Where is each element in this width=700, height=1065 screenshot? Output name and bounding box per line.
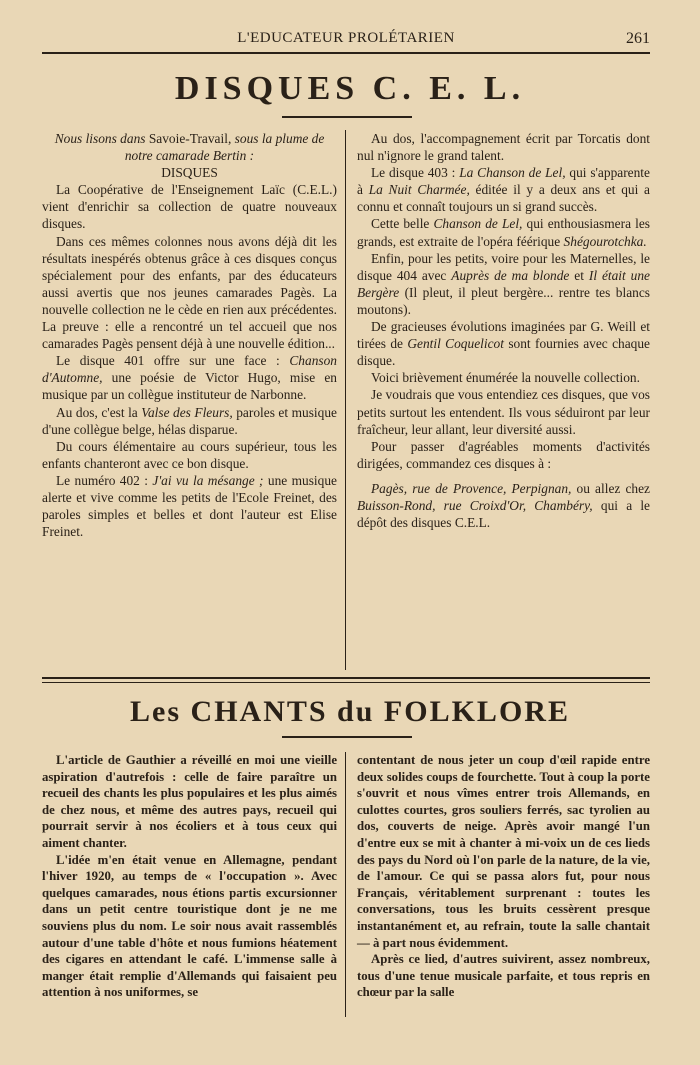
subtitle: DISQUES xyxy=(161,165,218,181)
column-divider xyxy=(345,130,346,670)
paragraph: De gracieuses évolutions imaginées par G. Weill et tirées de Gentil Coquelicot sont fournies avec chaque disque. xyxy=(357,319,651,369)
section-rule-bottom xyxy=(42,682,650,683)
paragraph: L'idée m'en était venue en Allemagne, pendant l'hiver 1920, au temps de « l'occupation ». Avec quelques camarades, nous étions partis excursionner dans un petit centre touristique dont je ne me souviens plus du nom. Le soir nous avait rassemblés autour d'une table d'hôte et nous fumions héatement des cigares en attendant le café. L'immense salle à manger était remplie d'Allemands qui faisaient peu attention à nos uniformes, se xyxy=(42,852,337,1000)
intro-line: Nous lisons dans Savoie-Travail, sous la plume de notre camarade Bertin : xyxy=(54,131,325,164)
paragraph: Cette belle Chanson de Lel, qui enthousiasmera les grands, est extraite de l'opéra féérique Shégourotchka. xyxy=(357,216,651,249)
article-title-folklore: Les CHANTS du FOLKLORE xyxy=(130,695,570,728)
paragraph: Pour passer d'agréables moments d'activités dirigées, commandez ces disques à : xyxy=(357,438,650,471)
article-title-disques: DISQUES C. E. L. xyxy=(174,70,526,107)
paragraph: Je voudrais que vous entendiez ces disques, que vos petits surtout les entendent. Ils vous séduiront par leur fraîcheur, leur allant, leur diversité aussi. xyxy=(357,387,650,437)
journal-title: L'EDUCATEUR PROLÉTARIEN xyxy=(237,30,455,46)
paragraph: Du cours élémentaire au cours supérieur, tous les enfants chanteront avec ce bon disque. xyxy=(42,438,337,471)
paragraph: Après ce lied, d'autres suivirent, assez nombreux, tous d'une tenue musicale parfaite, et tous repris en chœur par la salle xyxy=(357,952,650,1000)
paragraph: Le disque 401 offre sur une face : Chanson d'Automne, une poésie de Victor Hugo, mise en musique par un collègue instituteur de Narbonne. xyxy=(42,353,337,403)
paragraph: L'article de Gauthier a réveillé en moi une vieille aspiration d'autrefois : celle de faire paraître un recueil des chants les plus populaires et les plus aimés de chez nous, et même des autres pays, recueil qui pourrait servir à nos écoliers et à tous ceux qui aiment chanter. xyxy=(42,753,337,850)
page-number: 261 xyxy=(626,30,650,47)
column-divider-2 xyxy=(345,752,346,1017)
paragraph: Le disque 403 : La Chanson de Lel, qui s'apparente à La Nuit Charmée, éditée il y a deux ans et qui a connu et connaît toujours un si grand succès. xyxy=(357,165,650,215)
paragraph: Le numéro 402 : J'ai vu la mésange ; une musique alerte et vive comme les petits de l'Ecole Freinet, des paroles simples et belles et dont l'auteur est Elise Freinet. xyxy=(42,472,337,540)
article1-right-column xyxy=(357,130,650,531)
running-header xyxy=(42,30,650,50)
paragraph: Pagès, rue de Provence, Perpignan, ou allez chez Buisson-Rond, rue Croixd'Or, Chambéry, qui a le dépôt des disques C.E.L. xyxy=(357,480,651,531)
paragraph: contentant de nous jeter un coup d'œil rapide entre deux solides coups de fourchette. Tout à coup la porte s'ouvrit et nous vîmes entrer trois Allemands, en culottes courtes, gros souliers ferrés, sac tyrolien au dos, couverts de neige. Après avoir mangé l'un d'entre eux se mit à chanter à mi-voix un de ces lieds des pays du Nord où l'on parle de la nature, de la vie, de l'amour. Ce qui se passa alors fut, pour nous Français, véritablement surprenant : toutes les conversations, tous les bruits cessèrent presque instantanément et, au refrain, toute la salle chantait — à part nous évidemment. xyxy=(357,753,650,950)
paragraph: Dans ces mêmes colonnes nous avons déjà dit les résultats inespérés obtenus grâce à ces disques conçus spécialement pour des enfants, par des éducateurs aussi avertis que nos jeunes camarades Pagès. La nouvelle collection ne le cède en rien aux précédentes. La preuve : elle a rencontré un tel accueil que nos camarades Pagès pensent déjà à une nouvelle édition... xyxy=(42,233,337,352)
paragraph: La Coopérative de l'Enseignement Laïc (C.E.L.) vient d'enrichir sa collection de quatre nouveaux disques. xyxy=(42,182,337,232)
paragraph: Enfin, pour les petits, voire pour les Maternelles, le disque 404 avec Auprès de ma blonde et Il était une Bergère (Il pleut, il pleut bergère... rentre tes blancs moutons). xyxy=(357,250,650,317)
article2-left-column xyxy=(42,752,337,1001)
paragraph: Voici brièvement énumérée la nouvelle collection. xyxy=(371,370,640,386)
title-underline-rule xyxy=(282,116,412,118)
folklore-title-underline xyxy=(282,736,412,738)
header-rule xyxy=(42,52,650,54)
section-rule-top xyxy=(42,677,650,679)
article2-right-column xyxy=(357,752,650,1001)
paragraph: Au dos, c'est la Valse des Fleurs, paroles et musique d'une collègue belge, hélas disparue. xyxy=(42,404,337,437)
paragraph: Au dos, l'accompagnement écrit par Torcatis dont nul n'ignore le grand talent. xyxy=(357,131,650,164)
article1-left-column xyxy=(42,130,337,540)
